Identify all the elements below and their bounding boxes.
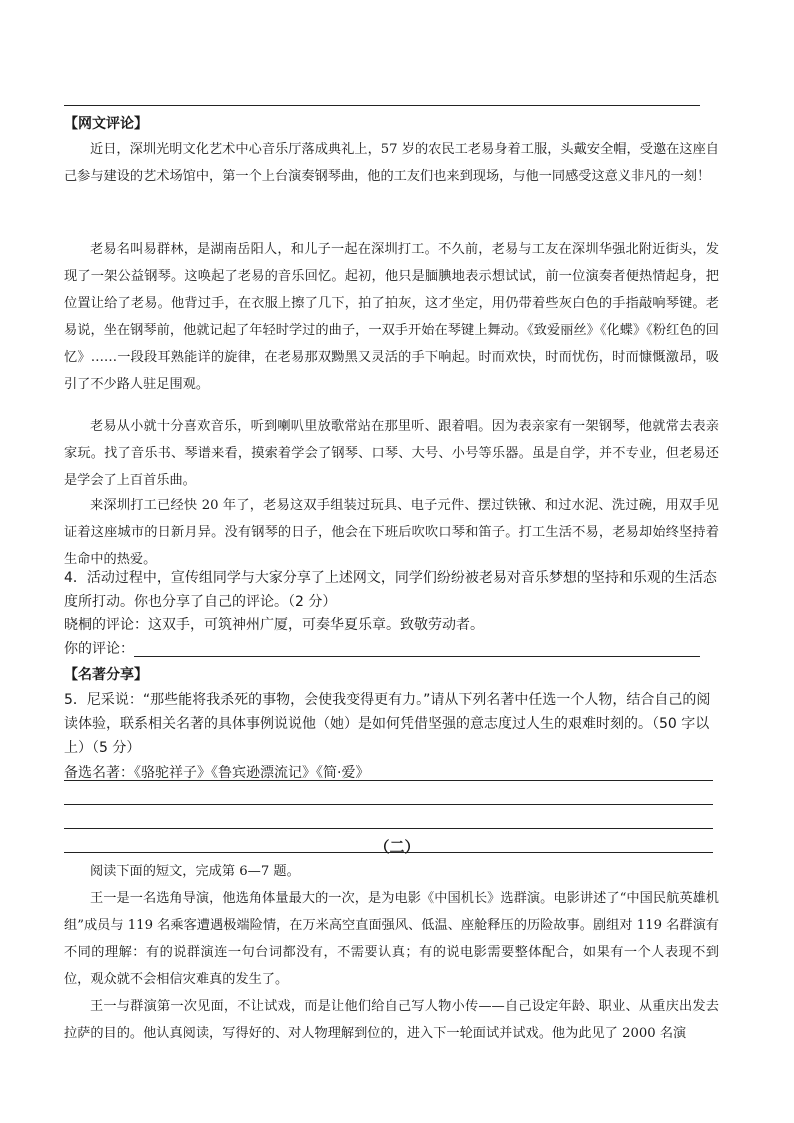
question-5: 5．尼采说：“那些能将我杀死的事物，会使我变得更有力。”请从下列名著中任选一个人物，结合自己的阅读体验，联系相关名著的具体事例说说他（她）是如何凭借坚强的意志度过人生的艰难时刻的。（50 字以上）（5 分） [64,692,711,756]
part-two-paragraph-2: 王一与群演第一次见面，不让试戏，而是让他们给自己写人物小传——自己设定年龄、职业、从重庆出发去拉萨的目的。他认真阅读，写得好的、对人物理解到位的，进入下一轮面试并试戏。他为此见了 2000 名演 [64,999,719,1041]
section-heading-classics: 【名著分享】 [64,667,148,683]
question-5-options: 备选名著：《骆驼祥子》《鲁宾逊漂流记》《简·爱》 [64,765,370,781]
top-divider [64,105,700,106]
web-paragraph-1: 近日，深圳光明文化艺术中心音乐厅落成典礼上，57 岁的农民工老易身着工服，头戴安全帽，受邀在这座自己参与建设的艺术场馆中，第一个上台演奏钢琴曲，他的工友们也来到现场，与他一同感受这意义非凡的一刻！ [64,142,719,184]
part-two-title: （二） [374,838,420,856]
web-paragraph-2: 老易名叫易群林，是湖南岳阳人，和儿子一起在深圳打工。不久前，老易与工友在深圳华强北附近街头，发现了一架公益钢琴。这唤起了老易的音乐回忆。起初，他只是腼腆地表示想试试，前一位演奏者便热情起身，把位置让给了老易。他背过手，在衣服上擦了几下，拍了拍灰，这才坐定，用仍带着些灰白色的手指敲响琴键。老易说，坐在钢琴前，他就记起了年轻时学过的曲子，一双手开始在琴键上舞动。《致爱丽丝》《化蝶》《粉红色的回忆》……一段段耳熟能详的旋律，在老易那双黝黑又灵活的手下响起。时而欢快，时而忧伤，时而慷慨激昂，吸引了不少路人驻足围观。 [64,242,719,392]
your-comment-input-line[interactable] [134,656,700,657]
part-two-intro: 阅读下面的短文，完成第 6—7 题。 [90,864,300,879]
part-two-paragraph-1: 王一是一名选角导演，他选角体量最大的一次，是为电影《中国机长》选群演。电影讲述了“中国民航英雄机组”成员与 119 名乘客遭遇极端险情，在万米高空直面强风、低温、座舱释压的历险故事。剧组对 119 名群演有不同的理解：有的说群演连一句台词都没有，不需要认真；有的说电影需要整体配合，如果有一个人表现不到位，观众就不会相信灾难真的发生了。 [64,891,719,987]
question-4: 4．活动过程中，宣传组同学与大家分享了上述网文，同学们纷纷被老易对音乐梦想的坚持和乐观的生活态度所打动。你也分享了自己的评论。（2 分） [64,570,717,610]
question-4-example-comment: 晓桐的评论：这双手，可筑神州广厦，可奏华夏乐章。致敬劳动者。 [64,617,484,633]
web-paragraph-3: 老易从小就十分喜欢音乐，听到喇叭里放歌常站在那里听、跟着唱。因为表亲家有一架钢琴，他就常去表亲家玩。找了音乐书、琴谱来看，摸索着学会了钢琴、口琴、大号、小号等乐器。虽是自学，并不专业，但老易还是学会了上百首乐曲。 [64,419,719,488]
your-comment-label: 你的评论： [64,641,134,657]
answer-line-2[interactable] [64,804,713,805]
answer-line-3[interactable] [64,828,713,829]
section-heading-web-review: 【网文评论】 [64,116,148,132]
web-paragraph-4: 来深圳打工已经快 20 年了，老易这双手组装过玩具、电子元件、摆过铁锹、和过水泥、洗过碗，用双手见证着这座城市的日新月异。没有钢琴的日子，他会在下班后吹吹口琴和笛子。打工生活不易，老易却始终坚持着生命中的热爱。 [64,498,719,567]
answer-line-1[interactable] [64,780,713,781]
